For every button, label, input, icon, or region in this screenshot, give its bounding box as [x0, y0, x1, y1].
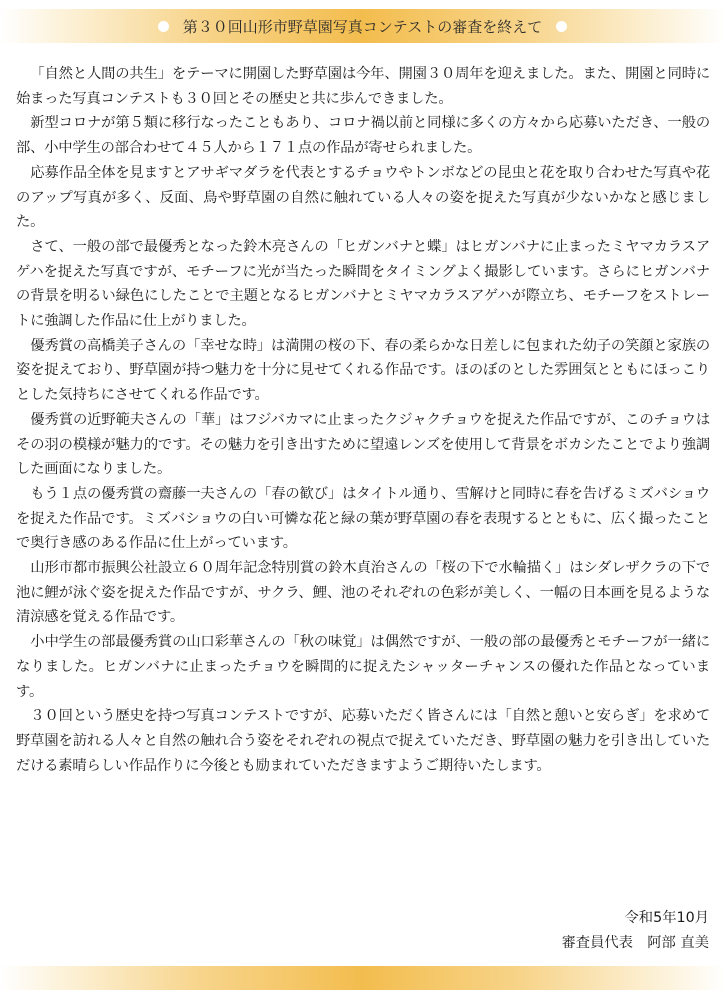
page-title: 第３０回山形市野草園写真コンテストの審査を終えて: [182, 17, 543, 36]
paragraph: ３０回という歴史を持つ写真コンテストですが、応募いただく皆さんには「自然と憩いと安らぎ」を求めて野草園を訪れる人々と自然の触れ合う姿をそれぞれの視点で捉えていただき、野草園の魅力を引き出していただける素晴らしい作品作りに今後とも励まれていただきますようご期待いたします。: [16, 708, 710, 774]
paragraph: さて、一般の部で最優秀となった鈴木亮さんの「ヒガンバナと蝶」はヒガンバナに止まったミヤマカラスアゲハを捉えた写真ですが、モチーフに光が当たった瞬間をタイミングよく撮影しています。さらにヒガンバナの背景を明るい緑色にしたことで主題となるヒガンバナとミヤマカラスアゲハが際立ち、モチーフをストレートに強調した作品に仕上がりました。: [16, 238, 710, 330]
paragraph: 優秀賞の高橋美子さんの「幸せな時」は満開の桜の下、春の柔らかな日差しに包まれた幼子の笑顔と家族の姿を捉えており、野草園が持つ魅力を十分に見せてくれる作品です。ほのぼのとした雰囲気とともにほっこりとした気持ちにさせてくれる作品です。: [16, 337, 710, 404]
circle-dot-icon: [158, 21, 169, 32]
paragraph: 新型コロナが第５類に移行なったこともあり、コロナ禍以前と同様に多くの方々から応募いただき、一般の部、小中学生の部合わせて４５人から１７１点の作品が寄せられました。: [16, 115, 710, 157]
paragraph: 「自然と人間の共生」をテーマに開園した野草園は今年、開園３０周年を迎えました。また、開園と同時に始まった写真コンテストも３０回とその歴史と共に歩んできました。: [16, 66, 710, 107]
header-banner: [0, 9, 725, 43]
signature-author: 審査員代表 阿部 直美: [561, 935, 709, 951]
circle-dot-icon: [556, 21, 567, 32]
article-body: [16, 62, 710, 778]
paragraph: 応募作品全体を見ますとアサギマダラを代表とするチョウやトンボなどの昆虫と花を取り合わせた写真や花のアップ写真が多く、反面、鳥や野草園の自然に触れている人々の姿を捉えた写真が少ないかなと感じました。: [16, 164, 710, 231]
paragraph: 小中学生の部最優秀賞の山口彩華さんの「秋の味覚」は偶然ですが、一般の部の最優秀とモチーフが一緒になりました。ヒガンバナに止まったチョウを瞬間的に捉えたシャッターチャンスの優れた作品となっています。: [16, 634, 710, 700]
footer-bar: [0, 966, 725, 990]
paragraph: 優秀賞の近野範夫さんの「華」はフジバカマに止まったクジャクチョウを捉えた作品ですが、このチョウはその羽の模様が魅力的です。その魅力を引き出すために望遠レンズを使用して背景をボカシたことでより強調した画面になりました。: [16, 411, 710, 478]
signature-date: 令和5年10月: [624, 910, 709, 926]
paragraph: もう１点の優秀賞の齋藤一夫さんの「春の歓び」はタイトル通り、雪解けと同時に春を告げるミズバショウを捉えた作品です。ミズバショウの白い可憐な花と緑の葉が野草園の春を表現するとともに、広く撮ったことで奥行き感のある作品に仕上がっています。: [16, 485, 710, 552]
paragraph: 山形市都市振興公社設立６０周年記念特別賞の鈴木貞治さんの「桜の下で水輪描く」はシダレザクラの下で池に鯉が泳ぐ姿を捉えた作品ですが、サクラ、鯉、池のそれぞれの色彩が美しく、一幅の日本画を見るような清涼感を覚える作品です。: [16, 560, 710, 626]
signature-block: [561, 906, 709, 956]
